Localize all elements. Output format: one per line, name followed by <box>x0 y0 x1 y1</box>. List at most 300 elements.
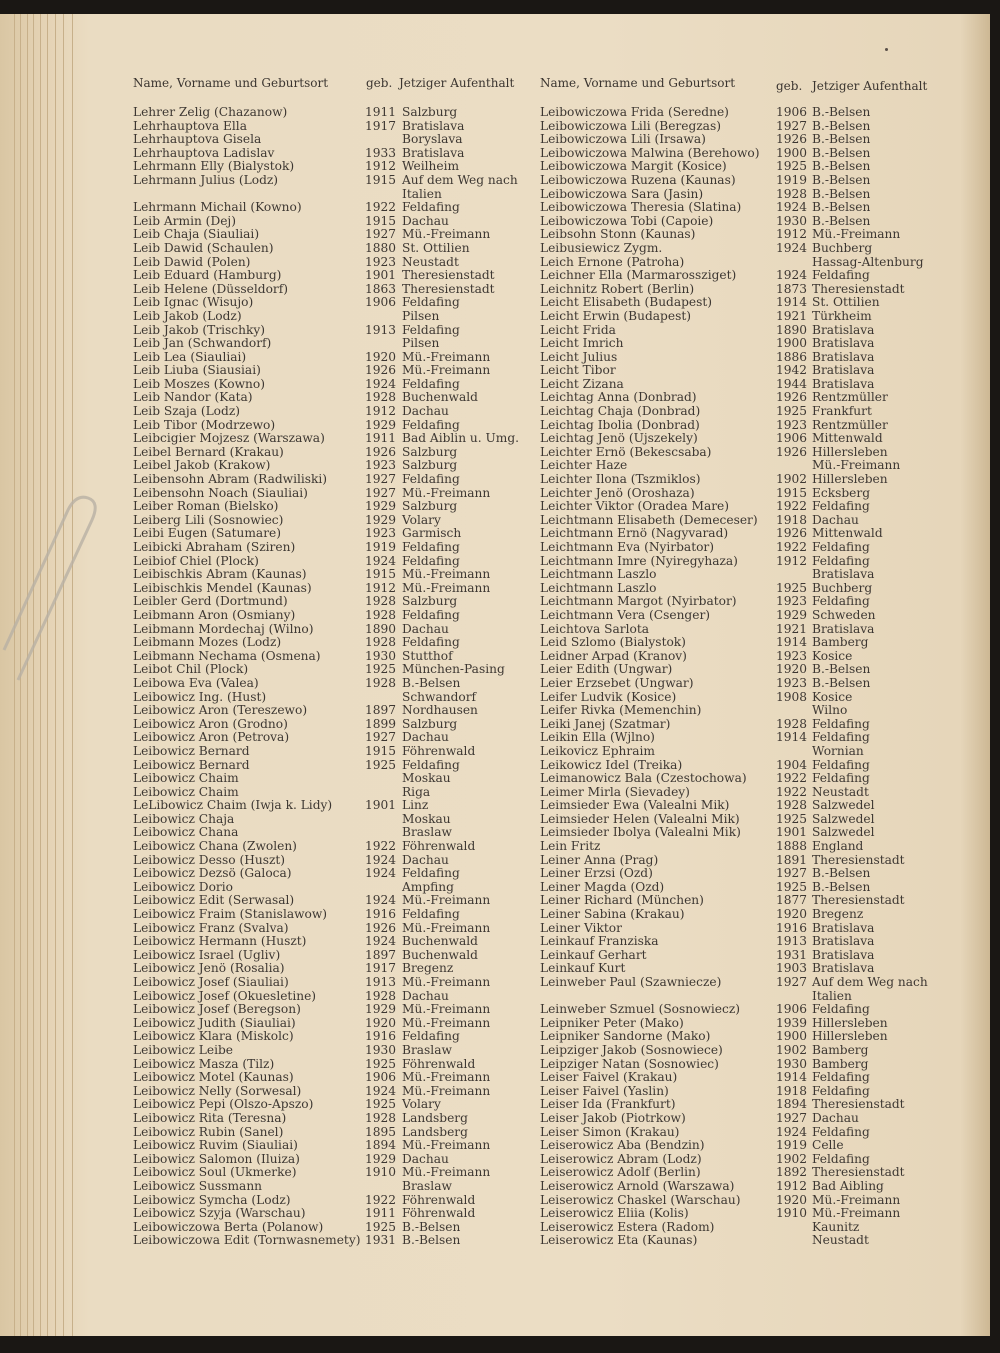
birth-year: 1912 <box>776 227 808 242</box>
person-name: Leichtmann Elisabeth (Demeceser) <box>540 512 758 527</box>
person-name: Leinkauf Kurt <box>540 961 626 976</box>
birth-year: 1906 <box>365 1070 397 1085</box>
current-residence: Feldafing <box>812 553 870 568</box>
person-name: Leichtmann Vera (Csenger) <box>540 607 711 622</box>
birth-year: 1929 <box>365 1151 397 1166</box>
person-name: Leichner Ella (Marmarossziget) <box>540 268 737 283</box>
current-residence: Hillersleben <box>812 1029 888 1044</box>
person-name: Leibot Chil (Plock) <box>133 662 249 677</box>
birth-year: 1902 <box>776 1042 808 1057</box>
birth-year: 1911 <box>365 1206 397 1221</box>
person-name: Leibowicz Aron (Petrova) <box>133 730 290 745</box>
person-name: Leibi Eugen (Satumare) <box>133 526 281 541</box>
birth-year: 1922 <box>365 1192 397 1207</box>
current-residence: Feldafing <box>402 866 460 881</box>
person-name: Leicht Erwin (Budapest) <box>540 308 691 323</box>
person-name: Leichtag Jenö (Ujszekely) <box>540 431 698 446</box>
birth-year: 1931 <box>365 1233 397 1248</box>
birth-year: 1920 <box>776 907 808 922</box>
birth-year: 1912 <box>365 580 397 595</box>
birth-year: 1903 <box>776 961 808 976</box>
person-name: Leibowicz Sussmann <box>133 1178 263 1193</box>
birth-year: 1873 <box>776 281 808 296</box>
person-name: Leibowicz Chaim <box>133 771 239 786</box>
person-name: Leichtmann Eva (Nyirbator) <box>540 540 715 554</box>
person-name: Leibowicz Leibe <box>133 1042 234 1057</box>
birth-year: 1928 <box>365 675 397 690</box>
current-residence: Mü.-Freimann <box>402 1070 491 1085</box>
person-name: Leibowicz Aron (Tereszewo) <box>133 703 308 718</box>
birth-year: 1927 <box>776 1110 808 1125</box>
person-name: Leibensohn Abram (Radwiliski) <box>133 472 328 487</box>
person-name: Leib Szaja (Lodz) <box>133 404 240 419</box>
person-name: Leidner Arpad (Kranov) <box>540 648 687 663</box>
birth-year: 1924 <box>776 240 808 255</box>
person-name: Leiser Simon (Krakau) <box>540 1124 680 1139</box>
birth-year: 1913 <box>365 975 397 989</box>
birth-year: 1906 <box>365 295 397 310</box>
person-name: Leichnitz Robert (Berlin) <box>540 281 695 296</box>
current-residence: Dachau <box>812 512 859 527</box>
birth-year: 1927 <box>776 866 808 881</box>
birth-year: 1939 <box>776 1015 808 1030</box>
current-residence: Bamberg <box>812 635 869 650</box>
current-residence: Dachau <box>812 1110 859 1125</box>
current-residence: Bratislava <box>812 376 875 391</box>
birth-year: 1922 <box>776 771 808 786</box>
person-name: Leibowicz Josef (Beregson) <box>133 1002 301 1017</box>
current-residence: Bratislava <box>812 349 875 364</box>
current-residence: Buchberg <box>812 240 873 255</box>
person-name: Leicht Tibor <box>540 363 616 378</box>
person-name: Leiber Roman (Bielsko) <box>133 499 279 514</box>
current-residence: Mü.-Freimann <box>812 458 901 473</box>
current-residence: Dachau <box>402 730 449 745</box>
current-residence: Mü.-Freimann <box>402 1165 491 1180</box>
current-residence: Pilsen <box>402 336 440 351</box>
person-name: Leibowicz Israel (Ugliv) <box>133 947 281 962</box>
person-name: Leinkauf Franziska <box>540 934 659 949</box>
person-name: Leiner Erzsi (Ozd) <box>540 866 653 881</box>
birth-year: 1915 <box>365 172 397 187</box>
birth-year: 1926 <box>776 444 808 459</box>
person-name: Leibiof Chiel (Plock) <box>133 553 259 568</box>
current-residence: Feldafing <box>812 268 870 283</box>
current-residence: Hillersleben <box>812 472 888 487</box>
current-residence: Feldafing <box>402 322 460 337</box>
person-name: Leibowicz Symcha (Lodz) <box>133 1192 291 1207</box>
person-name: Leicht Frida <box>540 322 616 337</box>
birth-year: 1877 <box>776 893 808 908</box>
person-name: Leibmann Aron (Osmiany) <box>133 607 296 622</box>
paperclip-icon <box>0 490 120 690</box>
birth-year: 1922 <box>776 540 808 554</box>
current-residence: Bratislava <box>812 947 875 962</box>
birth-year: 1912 <box>776 1178 808 1193</box>
person-name: Leibowicz Franz (Svalva) <box>133 920 289 935</box>
birth-year: 1927 <box>776 118 808 133</box>
birth-year: 1901 <box>365 798 397 813</box>
current-residence: Feldafing <box>402 635 460 650</box>
birth-year: 1930 <box>365 1042 397 1057</box>
current-residence: Linz <box>402 798 429 813</box>
person-name: Leib Ignac (Wisujo) <box>133 295 254 310</box>
current-residence: Salzwedel <box>812 798 875 813</box>
left-header-place: Jetziger Aufenthalt <box>399 76 515 90</box>
person-name: Leibowicz Aron (Grodno) <box>133 716 288 731</box>
current-residence: Salzburg <box>402 716 458 731</box>
birth-year: 1927 <box>365 227 397 242</box>
current-residence: Feldafing <box>812 757 870 772</box>
current-residence: Theresienstadt <box>812 852 905 867</box>
current-residence: Frankfurt <box>812 404 872 419</box>
birth-year: 1914 <box>776 1070 808 1085</box>
person-name: Leichter Haze <box>540 458 628 473</box>
birth-year: 1894 <box>365 1138 397 1153</box>
current-residence: Bregenz <box>812 907 864 922</box>
current-residence: Bratislava <box>402 145 465 160</box>
birth-year: 1901 <box>776 825 808 840</box>
current-residence: Stutthof <box>402 648 453 663</box>
person-name: Leiserowicz Abram (Lodz) <box>540 1151 702 1166</box>
person-name: Leiser Jakob (Piotrkow) <box>540 1110 686 1125</box>
current-residence: Mittenwald <box>812 526 883 541</box>
current-residence: B.-Belsen <box>402 675 461 690</box>
current-residence: Feldafing <box>402 540 460 554</box>
person-name: Lehrmann Michail (Kowno) <box>133 200 302 215</box>
birth-year: 1913 <box>365 322 397 337</box>
person-name: Leib Tibor (Modrzewo) <box>133 417 276 432</box>
person-name: Leibowicz Edit (Serwasal) <box>133 893 295 908</box>
person-name: Leicht Zizana <box>540 376 624 391</box>
current-residence: Dachau <box>402 213 449 228</box>
current-residence: Mü.-Freimann <box>402 363 491 378</box>
person-name: Leibowicz Chaim <box>133 784 239 799</box>
birth-year: 1922 <box>365 839 397 854</box>
current-residence: B.-Belsen <box>812 105 871 119</box>
birth-year: 1906 <box>776 105 808 119</box>
birth-year: 1924 <box>365 1083 397 1098</box>
current-residence: Feldafing <box>812 716 870 731</box>
person-name: Leichtmann Ernö (Nagyvarad) <box>540 526 729 541</box>
birth-year: 1911 <box>365 105 397 119</box>
person-name: Leibowicz Rubin (Sanel) <box>133 1124 284 1139</box>
current-residence: Feldafing <box>812 499 870 514</box>
person-name: Leibowiczowa Lili (Irsawa) <box>540 132 706 147</box>
current-residence: Schweden <box>812 607 876 622</box>
person-name: Leipniker Peter (Mako) <box>540 1015 684 1030</box>
current-residence: Föhrenwald <box>402 1056 476 1071</box>
birth-year: 1923 <box>776 417 808 432</box>
current-residence: Buchenwald <box>402 390 478 405</box>
person-name: Leiner Richard (München) <box>540 893 704 908</box>
current-residence: Celle <box>812 1138 844 1153</box>
birth-year: 1902 <box>776 1151 808 1166</box>
person-name: Leibmann Mozes (Lodz) <box>133 635 282 650</box>
person-name: Leibmann Mordechaj (Wilno) <box>133 621 314 636</box>
current-residence: Landsberg <box>402 1110 468 1125</box>
right-header-place: Jetziger Aufenthalt <box>812 79 928 93</box>
person-name: Leibowicz Bernard <box>133 743 250 758</box>
person-name: Leibowicz Jenö (Rosalia) <box>133 961 285 976</box>
birth-year: 1927 <box>365 730 397 745</box>
current-residence: Bratislava <box>812 567 875 582</box>
birth-year: 1917 <box>365 118 397 133</box>
current-residence: Mü.-Freimann <box>402 485 491 500</box>
birth-year: 1923 <box>776 675 808 690</box>
birth-year: 1916 <box>365 907 397 922</box>
birth-year: 1922 <box>776 784 808 799</box>
birth-year: 1895 <box>365 1124 397 1139</box>
person-name: Leinweber Szmuel (Sosnowiecz) <box>540 1002 740 1017</box>
current-residence: Theresienstadt <box>812 1165 905 1180</box>
person-name: LeLibowicz Chaim (Iwja k. Lidy) <box>133 798 333 813</box>
person-name: Lehrhauptova Gisela <box>133 132 262 147</box>
current-residence: Bratislava <box>812 621 875 636</box>
birth-year: 1915 <box>776 485 808 500</box>
current-residence: Braslaw <box>402 825 452 840</box>
birth-year: 1890 <box>365 621 397 636</box>
birth-year: 1928 <box>776 186 808 201</box>
person-name: Leibowicz Fraim (Stanislawow) <box>133 907 328 922</box>
current-residence: Auf dem Weg nach <box>812 975 928 989</box>
current-residence: Bamberg <box>812 1042 869 1057</box>
birth-year: 1928 <box>776 798 808 813</box>
current-residence: Braslaw <box>402 1178 452 1193</box>
birth-year: 1918 <box>776 512 808 527</box>
person-name: Leibowicz Ing. (Hust) <box>133 689 267 704</box>
person-name: Leib Armin (Dej) <box>133 213 236 228</box>
person-name: Leiner Magda (Ozd) <box>540 879 665 894</box>
birth-year: 1914 <box>776 295 808 310</box>
birth-year: 1910 <box>365 1165 397 1180</box>
current-residence: Bamberg <box>812 1056 869 1071</box>
person-name: Leibel Bernard (Krakau) <box>133 444 284 459</box>
current-residence: Pilsen <box>402 308 440 323</box>
current-residence: Buchberg <box>812 580 873 595</box>
birth-year: 1926 <box>365 444 397 459</box>
birth-year: 1929 <box>365 499 397 514</box>
birth-year: 1919 <box>776 1138 808 1153</box>
person-name: Leiserowicz Eta (Kaunas) <box>540 1233 698 1248</box>
birth-year: 1927 <box>365 472 397 487</box>
current-residence: St. Ottilien <box>402 240 470 255</box>
person-name: Leibowiczowa Margit (Kosice) <box>540 159 727 174</box>
current-residence: Rentzmüller <box>812 417 888 432</box>
birth-year: 1944 <box>776 376 808 391</box>
birth-year: 1924 <box>365 866 397 881</box>
birth-year: 1913 <box>776 934 808 949</box>
current-residence: Landsberg <box>402 1124 468 1139</box>
person-name: Leibowicz Masza (Tilz) <box>133 1056 275 1071</box>
current-residence: Feldafing <box>402 607 460 622</box>
birth-year: 1920 <box>776 1192 808 1207</box>
person-name: Leinweber Paul (Szawniecze) <box>540 975 722 989</box>
person-name: Leibowicz Pepi (Olszo-Apszo) <box>133 1097 314 1112</box>
person-name: Leikin Ella (Wjlno) <box>540 730 655 745</box>
current-residence: Feldafing <box>812 1070 870 1085</box>
person-name: Leiserowicz Chaskel (Warschau) <box>540 1192 741 1207</box>
person-name: Leibowicz Szyja (Warschau) <box>133 1206 306 1221</box>
birth-year: 1924 <box>365 893 397 908</box>
person-name: Leichtag Anna (Donbrad) <box>540 390 697 405</box>
current-residence: Kosice <box>812 648 853 663</box>
birth-year: 1933 <box>365 145 397 160</box>
current-residence: Föhrenwald <box>402 743 476 758</box>
birth-year: 1925 <box>365 662 397 677</box>
person-name: Leichter Viktor (Oradea Mare) <box>540 499 730 514</box>
birth-year: 1923 <box>365 254 397 269</box>
current-residence: Feldafing <box>402 417 460 432</box>
current-residence: Neustadt <box>812 1233 869 1248</box>
birth-year: 1924 <box>365 376 397 391</box>
person-name: Leibowicz Chana <box>133 825 239 840</box>
person-name: Leibowicz Chana (Zwolen) <box>133 839 297 854</box>
current-residence: Dachau <box>402 1151 449 1166</box>
current-residence: Föhrenwald <box>402 839 476 854</box>
person-name: Lehrmann Julius (Lodz) <box>133 172 279 187</box>
person-name: Leifer Rivka (Memenchin) <box>540 703 702 718</box>
current-residence: Türkheim <box>812 308 872 323</box>
person-name: Leimanowicz Bala (Czestochowa) <box>540 771 747 786</box>
current-residence: England <box>812 839 864 854</box>
birth-year: 1921 <box>776 621 808 636</box>
birth-year: 1892 <box>776 1165 808 1180</box>
person-name: Leibowicz Dorio <box>133 879 233 894</box>
person-name: Leichter Ernö (Bekescsaba) <box>540 444 712 459</box>
person-name: Leibowiczowa Theresia (Slatina) <box>540 200 742 215</box>
current-residence: Bregenz <box>402 961 454 976</box>
person-name: Leiser Faivel (Yaslin) <box>540 1083 669 1098</box>
person-name: Leicht Elisabeth (Budapest) <box>540 295 713 310</box>
birth-year: 1922 <box>365 200 397 215</box>
person-name: Lehrhauptova Ella <box>133 118 247 133</box>
birth-year: 1922 <box>776 499 808 514</box>
current-residence: München-Pasing <box>402 662 505 677</box>
current-residence: B.-Belsen <box>812 879 871 894</box>
person-name: Leib Liuba (Siausiai) <box>133 363 261 378</box>
current-residence: Mü.-Freimann <box>402 580 491 595</box>
birth-year: 1925 <box>365 757 397 772</box>
current-residence: Braslaw <box>402 1042 452 1057</box>
birth-year: 1888 <box>776 839 808 854</box>
person-name: Leimsieder Ibolya (Valealni Mik) <box>540 825 741 840</box>
birth-year: 1926 <box>776 132 808 147</box>
current-residence: B.-Belsen <box>402 1233 461 1248</box>
birth-year: 1915 <box>365 213 397 228</box>
person-name: Leibischkis Abram (Kaunas) <box>133 567 307 582</box>
current-residence: Mü.-Freimann <box>402 975 491 989</box>
person-name: Leichtmann Imre (Nyiregyhaza) <box>540 553 738 568</box>
current-residence: Mittenwald <box>812 431 883 446</box>
person-name: Leichtmann Laszlo <box>540 567 657 582</box>
person-name: Leibsohn Stonn (Kaunas) <box>540 227 696 242</box>
current-residence: Mü.-Freimann <box>402 227 491 242</box>
person-name: Leibowiczowa Ruzena (Kaunas) <box>540 172 736 187</box>
person-name: Leichtmann Margot (Nyirbator) <box>540 594 737 609</box>
person-name: Lehrhauptova Ladislav <box>133 145 275 160</box>
current-residence: B.-Belsen <box>812 213 871 228</box>
current-residence: Salzburg <box>402 444 458 459</box>
birth-year: 1929 <box>365 512 397 527</box>
birth-year: 1908 <box>776 689 808 704</box>
birth-year: 1930 <box>776 213 808 228</box>
birth-year: 1929 <box>365 1002 397 1017</box>
current-residence: Dachau <box>402 621 449 636</box>
current-residence: Theresienstadt <box>812 281 905 296</box>
birth-year: 1863 <box>365 281 397 296</box>
current-residence: Mü.-Freimann <box>402 567 491 582</box>
birth-year: 1921 <box>776 308 808 323</box>
birth-year: 1914 <box>776 730 808 745</box>
current-residence: Mü.-Freimann <box>812 1192 901 1207</box>
birth-year: 1925 <box>365 1056 397 1071</box>
person-name: Leibowicz Klara (Miskolc) <box>133 1029 294 1044</box>
current-residence: Feldafing <box>812 1083 870 1098</box>
person-name: Leib Eduard (Hamburg) <box>133 268 282 283</box>
person-name: Leiserowicz Eliia (Kolis) <box>540 1206 689 1221</box>
person-name: Leib Chaja (Siauliai) <box>133 227 260 242</box>
person-name: Leibowicz Rita (Teresna) <box>133 1110 287 1125</box>
person-name: Leid Szlomo (Bialystok) <box>540 635 686 650</box>
current-residence: Feldafing <box>812 771 870 786</box>
current-residence: Bratislava <box>812 363 875 378</box>
current-residence: Bad Aibling <box>812 1178 884 1193</box>
birth-year: 1912 <box>365 159 397 174</box>
person-name: Leier Erzsebet (Ungwar) <box>540 675 694 690</box>
current-residence: Riga <box>402 784 431 799</box>
person-name: Leibowiczowa Edit (Tornwasnemety) <box>133 1233 361 1248</box>
current-residence: Feldafing <box>402 1029 460 1044</box>
current-residence: Dachau <box>402 988 449 1003</box>
person-name: Leimsieder Ewa (Valealni Mik) <box>540 798 730 813</box>
birth-year: 1925 <box>365 1097 397 1112</box>
current-residence: Theresienstadt <box>812 1097 905 1112</box>
person-name: Leibensohn Noach (Siauliai) <box>133 485 308 500</box>
right-header-year: geb. <box>776 79 803 93</box>
current-residence: B.-Belsen <box>812 675 871 690</box>
current-residence: Feldafing <box>812 1002 870 1017</box>
birth-year: 1927 <box>776 975 808 989</box>
current-residence: Mü.-Freimann <box>812 227 901 242</box>
birth-year: 1906 <box>776 431 808 446</box>
person-name: Leibcigier Mojzesz (Warszawa) <box>133 431 325 446</box>
current-residence: B.-Belsen <box>812 200 871 215</box>
person-name: Leikovicz Ephraim <box>540 743 655 758</box>
birth-year: 1899 <box>365 716 397 731</box>
person-name: Leibischkis Mendel (Kaunas) <box>133 580 312 595</box>
person-name: Leibowicz Chaja <box>133 811 235 826</box>
person-name: Leiner Sabina (Krakau) <box>540 907 685 922</box>
current-residence: Italien <box>402 186 442 201</box>
birth-year: 1928 <box>365 1110 397 1125</box>
birth-year: 1924 <box>365 852 397 867</box>
birth-year: 1880 <box>365 240 397 255</box>
person-name: Leimer Mirla (Sievadey) <box>540 784 690 799</box>
person-name: Leichtag Chaja (Donbrad) <box>540 404 701 419</box>
birth-year: 1894 <box>776 1097 808 1112</box>
current-residence: Volary <box>402 1097 441 1112</box>
birth-year: 1928 <box>365 988 397 1003</box>
birth-year: 1924 <box>365 934 397 949</box>
birth-year: 1911 <box>365 431 397 446</box>
person-name: Leib Jakob (Trischky) <box>133 322 265 337</box>
person-name: Leichter Jenö (Oroshaza) <box>540 485 695 500</box>
current-residence: Garmisch <box>402 526 462 541</box>
birth-year: 1942 <box>776 363 808 378</box>
birth-year: 1900 <box>776 336 808 351</box>
birth-year: 1925 <box>776 879 808 894</box>
